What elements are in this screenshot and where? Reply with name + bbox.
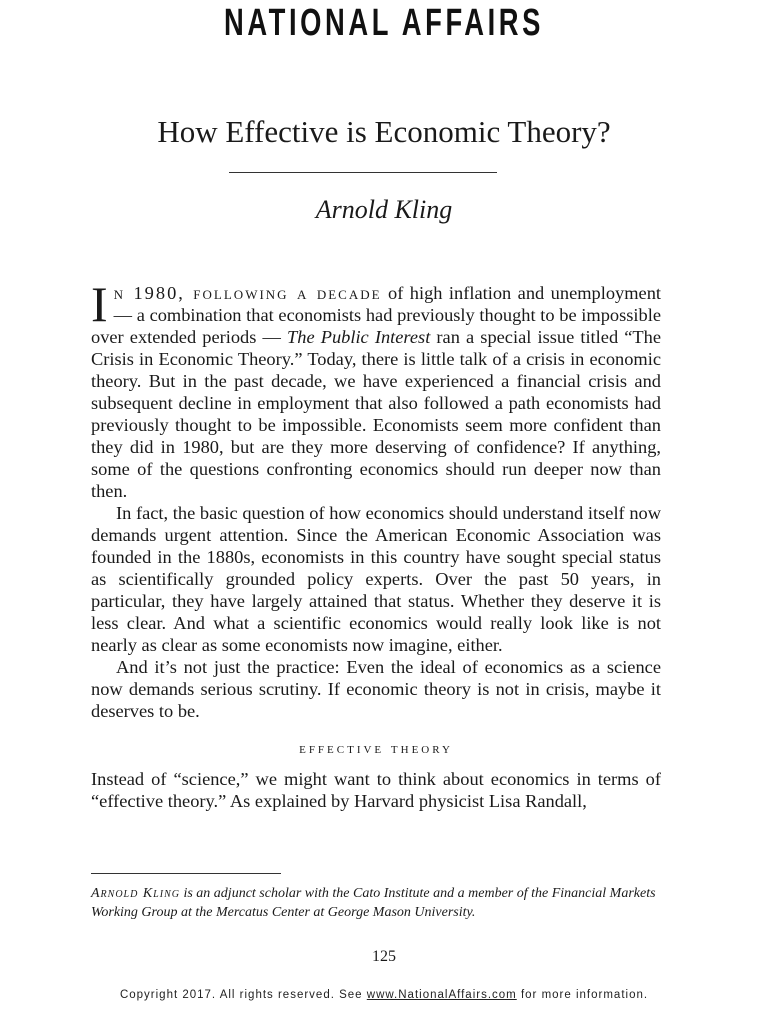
footnote-divider [91,873,281,874]
paragraph-2: In fact, the basic question of how economics should understand itself now demands urgent attention. Since the American Economic Association was founded in the 1880s, economists in this country have sought special status as scientifically grounded policy experts. Over the past 50 years, in particular, they have largely attained that status. Whether they deserve it is less clear. And what a scientific economics would really look like is not nearly as clear as some economists now imagine, either. [91,503,661,655]
masthead: NATIONAL AFFAIRS [223,2,545,44]
publication-name: The Public Interest [287,327,431,347]
article-title: How Effective is Economic Theory? [157,114,611,149]
paragraph-3: And it’s not just the practice: Even the ideal of economics as a science now demands serious scrutiny. If economic theory is not in crisis, maybe it deserves to be. [91,657,661,721]
page-number: 125 [372,948,396,965]
paragraph-4: Instead of “science,” we might want to think about economics in terms of “effective theory.” As explained by Harvard physicist Lisa Randall, [91,769,661,811]
copyright-suffix: for more information. [516,989,649,1001]
website-link[interactable]: www.NationalAffairs.com [366,989,517,1001]
drop-cap: I [91,276,108,332]
section-heading: effective theory [299,741,453,757]
paragraph-1-text-a: of high inflation and unemployment — a combination that economists had previously thought to be impossible over extended periods — [91,283,661,347]
copyright-prefix: Copyright 2017. All rights reserved. See [119,989,367,1001]
article-author: Arnold Kling [315,195,453,224]
article-body [91,276,661,812]
author-footnote [91,884,663,922]
paragraph-1-text-b: ran a special issue titled “The Crisis in Economic Theory.” Today, there is little talk of a crisis in economic theory. But in the past decade, we have experienced a financial crisis and subsequent decline in employment that also followed a path economists had previously thought to be impossible. Economists seem more confident than they did in 1980, but are they more deserving of confidence? If anything, some of the questions confronting economics should run deeper now than then. [91,327,661,501]
footnote-text: is an adjunct scholar with the Cato Institute and a member of the Financial Markets Working Group at the Mercatus Center at George Mason University. [91,886,656,920]
title-divider [229,172,497,173]
footnote-author-name: Arnold Kling [91,886,180,901]
lead-in-smallcaps: n 1980, following a decade [113,283,382,303]
copyright-notice [0,987,768,1003]
paragraph-1 [91,276,661,502]
